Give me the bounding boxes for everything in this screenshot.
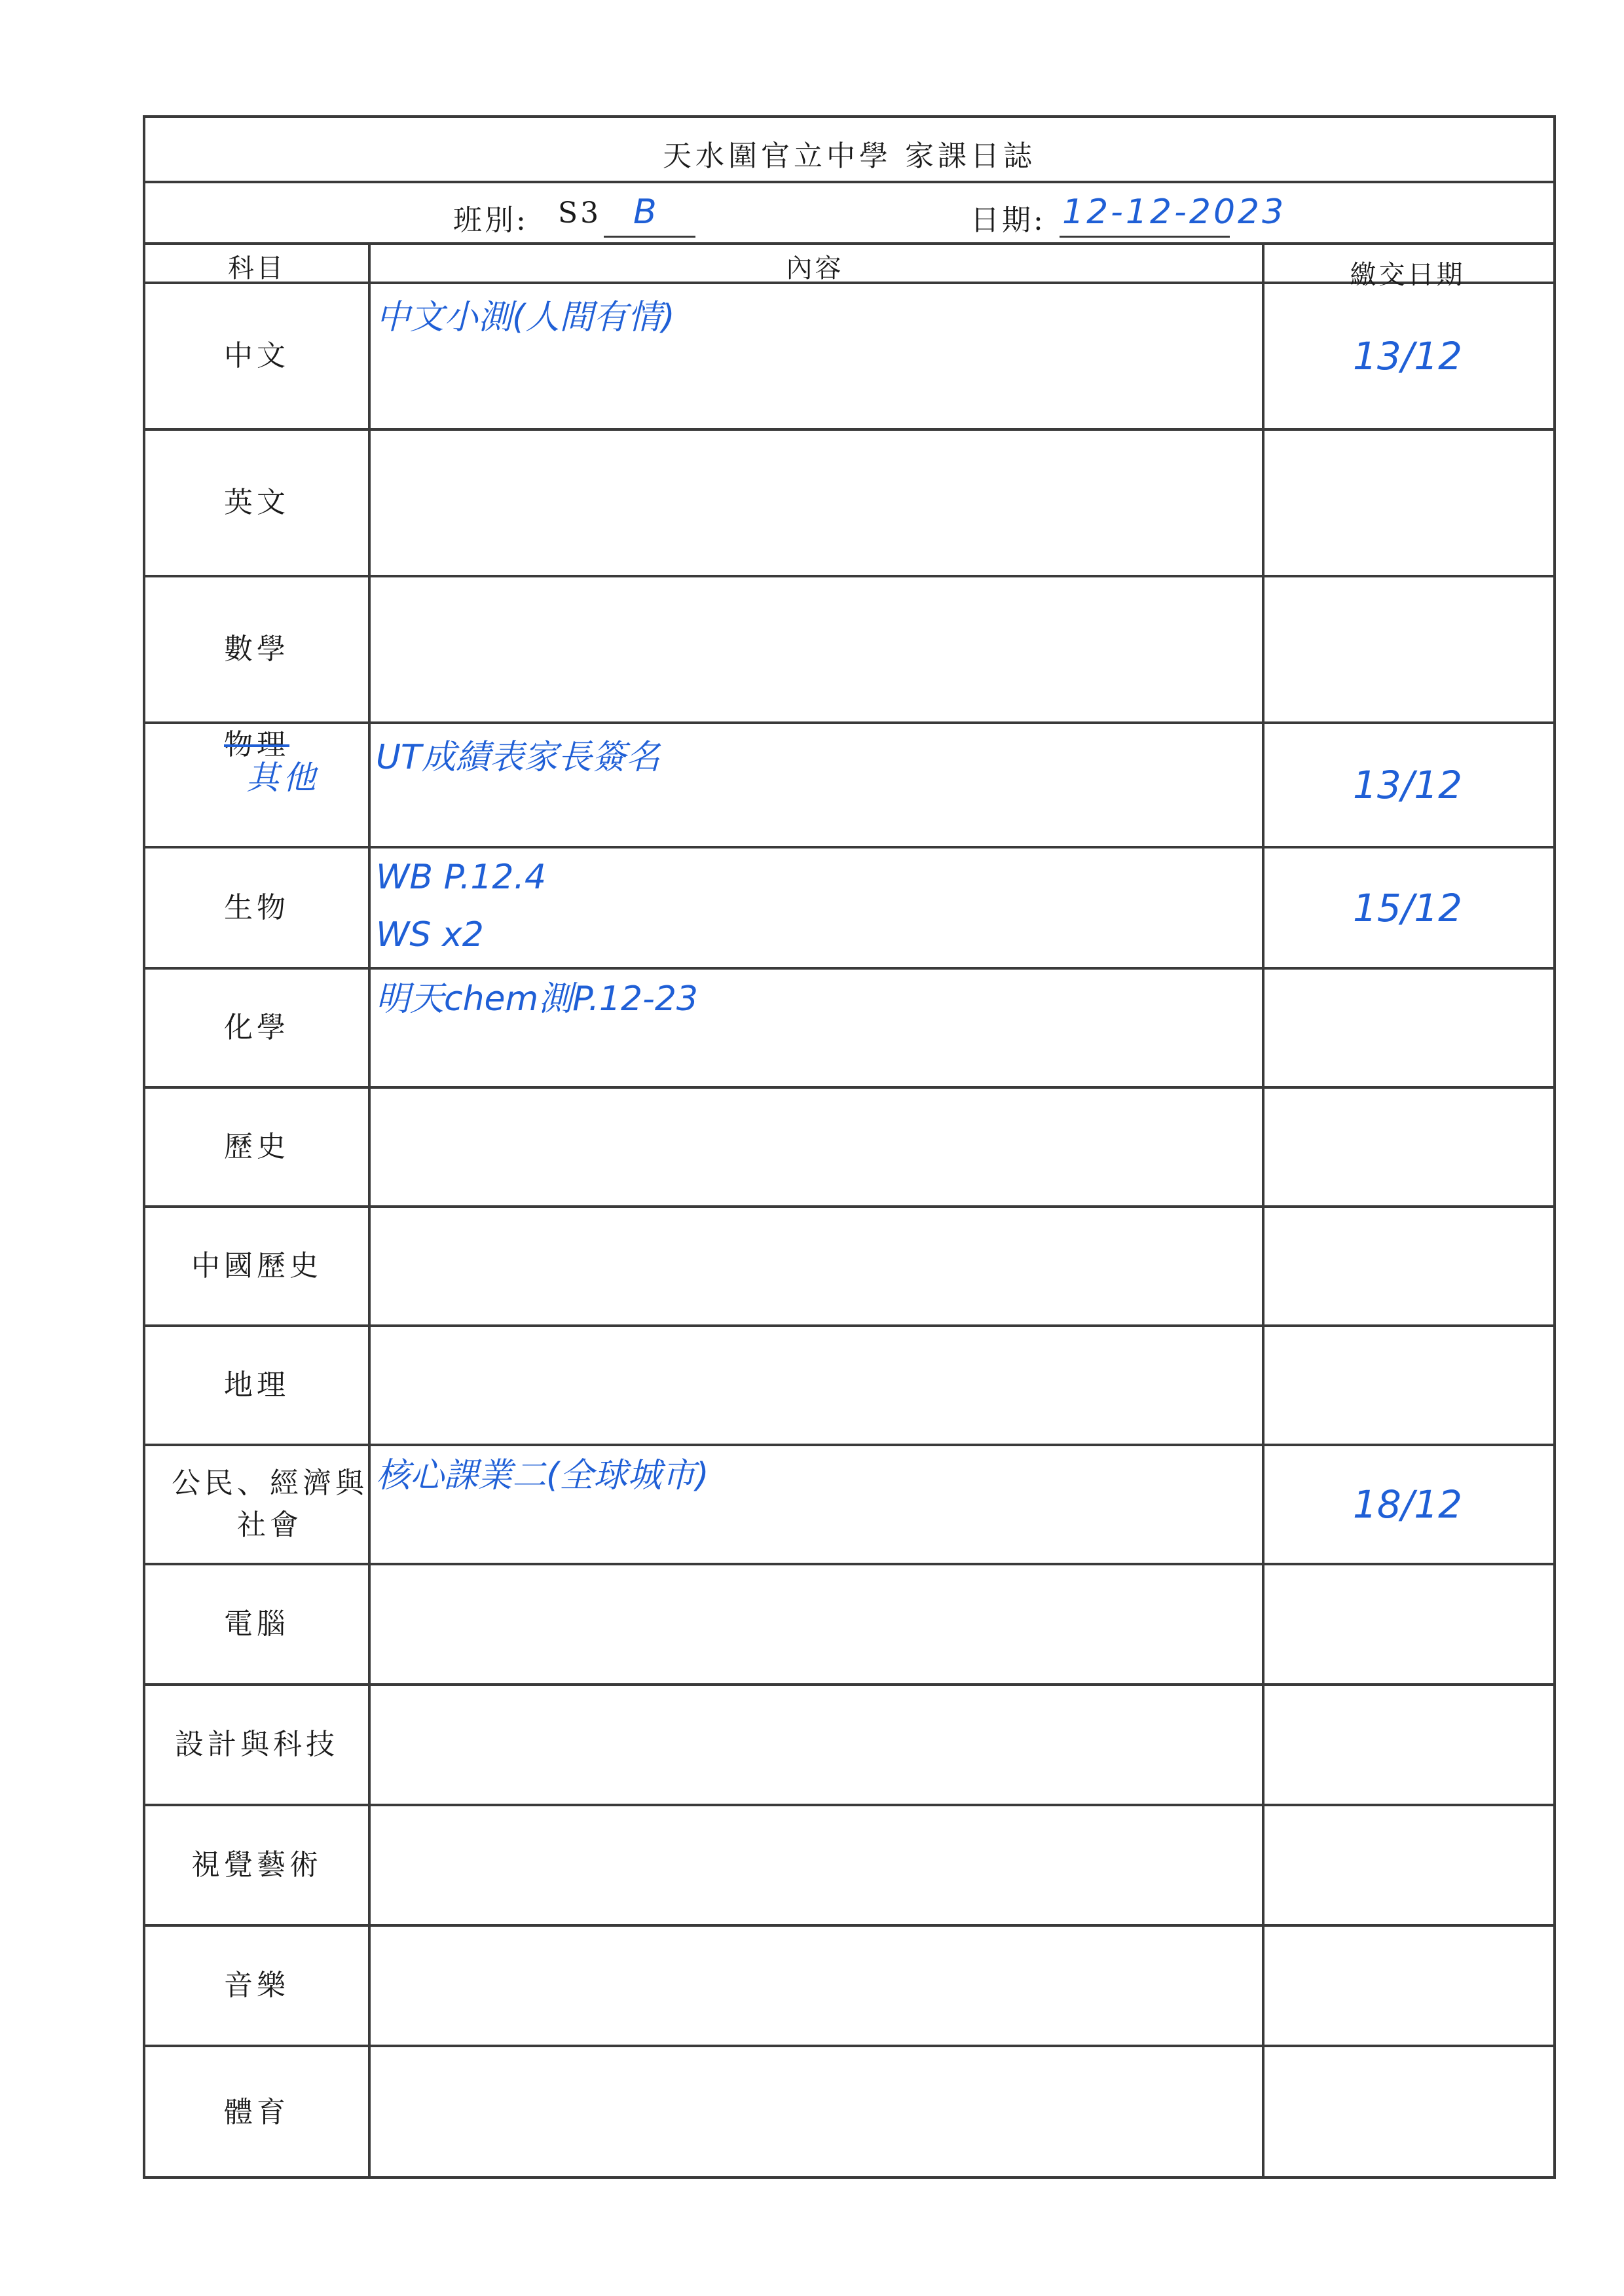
date-underline [1060,236,1230,238]
due-column-header: 繳交日期 [1350,260,1466,290]
date-value: 12-12-2023 [1062,192,1287,232]
subject-name: 數學 [224,632,289,666]
due-date: 15/12 [1352,885,1463,930]
subject-row [145,1565,1553,1686]
class-underline [604,236,695,238]
subject-name: 中文 [224,339,289,373]
subject-row [145,284,1553,431]
class-prefix: S3 [558,196,602,230]
subject-name: 音樂 [224,1969,289,2003]
subject-replacement: 其他 [246,758,320,797]
subject-name: 地理 [224,1368,289,1402]
class-date-row [145,183,1553,245]
subject-row [145,848,1553,970]
homework-content [376,848,1260,964]
subject-name: 生物 [224,890,289,924]
subject-column-header: 科目 [228,253,286,283]
due-date: 13/12 [1352,763,1463,807]
subject-name: 物理 [224,728,289,761]
homework-line: UT成績表家長簽名 [376,738,660,777]
subject-name: 化學 [224,1011,289,1045]
subject-row [145,1327,1553,1446]
subject-row [145,1446,1553,1565]
subject-row [145,970,1553,1089]
subject-name: 歷史 [224,1130,289,1164]
subject-row [145,1208,1553,1327]
content-column-header: 內容 [786,253,844,283]
homework-content [376,288,1260,347]
subject-name: 英文 [224,486,289,520]
subject-row [145,1089,1553,1208]
homework-content [376,1446,1260,1505]
subject-name: 設計與科技 [175,1728,339,1762]
date-label: 日期: [970,204,1046,237]
subject-row [145,724,1553,848]
subject-name: 中國歷史 [191,1249,322,1283]
subject-name: 視覺藝術 [191,1848,322,1882]
homework-line: 明天chem測P.12-23 [376,979,699,1019]
subject-row [145,1806,1553,1927]
homework-content [376,970,1260,1029]
homework-line: 核心課業二(全球城市) [376,1456,709,1495]
homework-line: WB P.12.4 [376,858,547,897]
subject-row [145,431,1553,577]
subject-rows [145,284,1553,2176]
due-date [1262,970,1553,1086]
homework-line: 中文小測(人間有情) [376,298,675,337]
page-title: 天水圍官立中學 家課日誌 [663,139,1036,173]
homework-diary-sheet [143,115,1556,2179]
homework-line: WS x2 [376,915,484,955]
subject-name: 體育 [224,2095,289,2129]
due-date: 13/12 [1352,334,1463,378]
due-date: 18/12 [1352,1482,1463,1527]
subject-name: 電腦 [224,1607,289,1641]
subject-row [145,2047,1553,2178]
homework-content [376,728,1260,787]
subject-row [145,1686,1553,1806]
subject-name-corrected [145,724,368,801]
class-value: B [633,192,659,232]
subject-name: 公民、經濟與社會 [172,1467,368,1542]
class-label: 班別: [453,204,528,237]
title-row [145,118,1553,183]
subject-row [145,577,1553,724]
subject-row [145,1927,1553,2047]
